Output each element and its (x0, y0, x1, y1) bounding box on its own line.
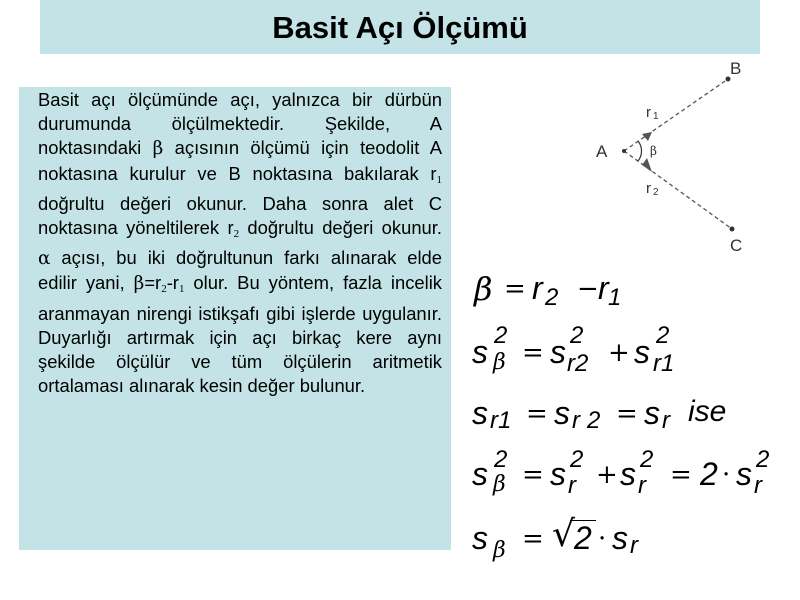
eq4-plus: + (596, 460, 618, 490)
eq3-s1-sub: r1 (490, 407, 512, 434)
eq4-s4: s (736, 456, 752, 492)
eq5-s: s (472, 520, 488, 556)
eq2-s2-sub: r2 (567, 350, 589, 377)
eq3-s2-sub-2: 2 (587, 407, 601, 434)
eq4-s-sup: 2 (494, 446, 508, 473)
point-a-marker (622, 149, 626, 153)
eq2-equals: = (522, 338, 544, 368)
angle-arc (638, 141, 642, 161)
eq3-s3-sub: r (662, 407, 670, 434)
eq2-s: s (472, 334, 488, 370)
label-r2: r (646, 180, 651, 197)
eq4-s2: s (550, 456, 566, 492)
eq3-equals-1: = (526, 399, 548, 429)
ray-ab (624, 79, 728, 151)
eq1-r-a-sub: 2 (545, 284, 559, 311)
eq2-plus: + (608, 338, 630, 368)
slide-title: Basit Açı Ölçümü (272, 10, 528, 45)
arrow-r1 (642, 132, 652, 141)
eq3-s1: s (472, 395, 488, 431)
label-beta: β (650, 144, 657, 158)
eq5-radical: √ (552, 514, 575, 555)
label-c: C (730, 236, 743, 255)
eq2-s3: s (634, 334, 650, 370)
arrow-r2 (642, 158, 652, 172)
eq2-s3-sup: 2 (656, 322, 670, 349)
label-b: B (730, 59, 742, 78)
label-r2-sub: 2 (653, 187, 659, 198)
eq1-r-b-sub: 1 (608, 284, 622, 311)
eq5-dot: · (598, 524, 607, 554)
angle-diagram (580, 55, 780, 265)
eq4-coefficient: 2 (700, 456, 718, 492)
eq1-r-b: r (598, 270, 609, 306)
eq3-s2: s (554, 395, 570, 431)
eq4-s2-sub: r (568, 472, 576, 499)
label-a: A (596, 142, 608, 161)
ray-ac (624, 151, 732, 229)
eq2-s2-sup: 2 (570, 322, 584, 349)
eq5-s-sub: β (493, 538, 506, 563)
eq1-beta: β (474, 270, 493, 308)
eq4-s3: s (620, 456, 636, 492)
description-paragraph: Basit açı ölçümünde açı, yalnızca bir dürbün durumunda ölçülmektedir. Şekilde, A noktasındaki β açısının ölçümü için teodolit A noktasına kurulur ve B noktasına bakılarak $r_1$ doğrultu değeri okunur. Daha sonra alet C noktasına yöneltilerek $r_2$ doğrultu değeri okunur. α açısı, bu iki doğrultunun farkı alınarak elde edilir yani, $\beta=r_2-r_1$ olur. Bu yöntem, fazla incelik aranmayan nirengi istikşafı gibi işlerde uygulanır. Duyarlığı artırmak için açı birkaç kere aynı şekilde ölçülür ve tüm ölçülerin aritmetik ortalaması alınarak kesin değer bulunur. (38, 89, 443, 397)
eq2-s-sub: β (493, 350, 506, 375)
eq3-ise: ise (688, 395, 727, 428)
eq3-s2-sub-r: r (572, 407, 580, 434)
eq5-s2-sub: r (630, 532, 638, 559)
eq4-s: s (472, 456, 488, 492)
label-r1: r (646, 104, 651, 121)
eq4-equals-2: = (670, 460, 692, 490)
eq2-s-sup: 2 (494, 322, 508, 349)
eq4-s-sub: β (493, 472, 506, 497)
eq3-s3: s (644, 395, 660, 431)
eq5-equals: = (522, 524, 544, 554)
eq1-r-a: r (532, 270, 543, 306)
eq4-s4-sub: r (754, 472, 762, 499)
eq4-s2-sup: 2 (570, 446, 584, 473)
point-c-marker (730, 227, 735, 232)
title-bar (40, 0, 760, 54)
eq4-s3-sub: r (638, 472, 646, 499)
eq4-s4-sup: 2 (756, 446, 770, 473)
eq5-s2: s (612, 520, 628, 556)
eq2-s3-sub: r1 (653, 350, 675, 377)
label-r1-sub: 1 (653, 111, 659, 122)
eq4-s3-sup: 2 (640, 446, 654, 473)
eq2-s2: s (550, 334, 566, 370)
eq4-equals-1: = (522, 460, 544, 490)
eq1-minus: − (577, 274, 599, 304)
eq5-radicand: 2 (574, 520, 592, 556)
eq3-equals-2: = (616, 399, 638, 429)
eq1-equals: = (504, 274, 526, 304)
eq4-dot: · (722, 460, 731, 490)
